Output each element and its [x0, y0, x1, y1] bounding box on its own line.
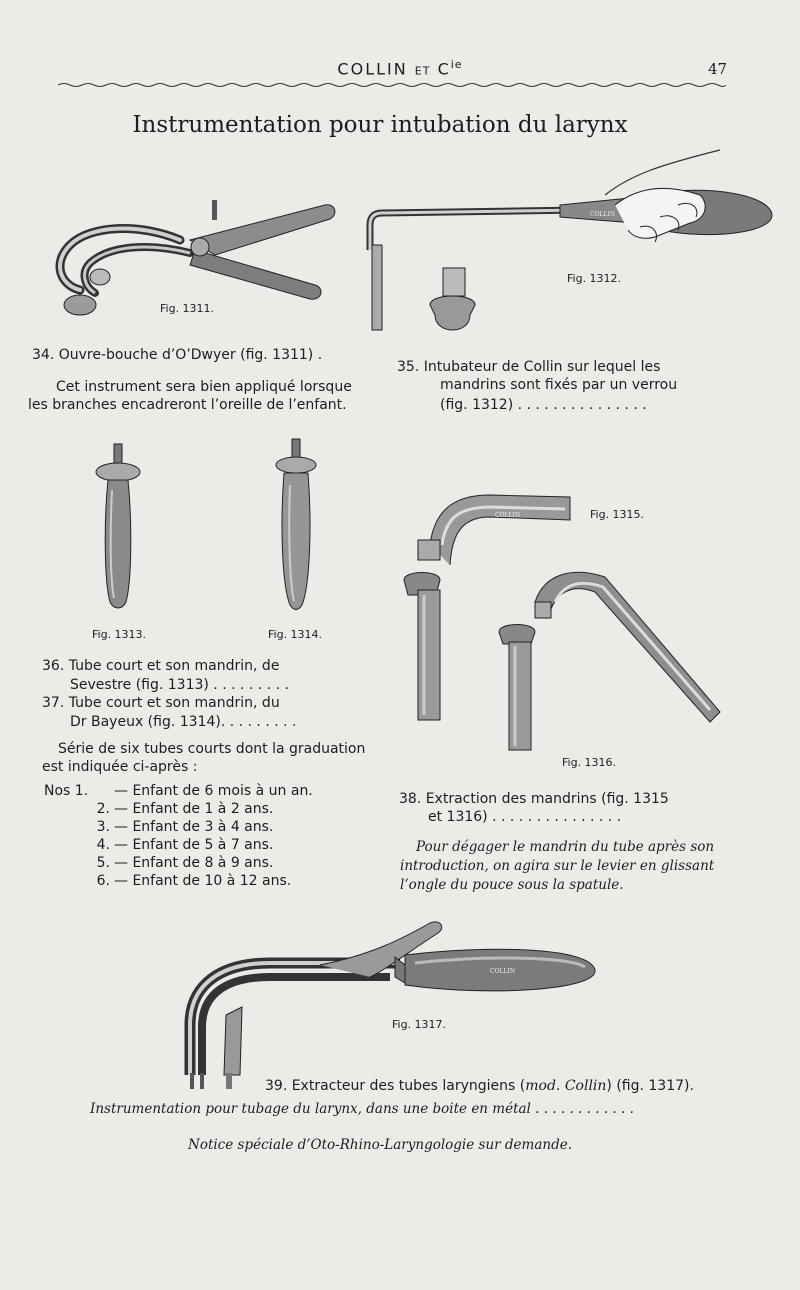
item-34: 34. Ouvre-bouche d’O’Dwyer (fig. 1311) .	[32, 347, 323, 363]
engraving-collin: COLLIN	[495, 512, 521, 519]
item-36-line-2: Sevestre (fig. 1313) . . . . . . . . .	[70, 677, 289, 693]
engraving-collin: COLLIN	[490, 968, 516, 975]
fig-1311-caption: Fig. 1311.	[160, 302, 215, 315]
list-item: 3. — Enfant de 3 à 4 ans.	[96, 819, 274, 835]
engraving-collin: COLLIN	[590, 211, 616, 218]
item-38-line-2: et 1316) . . . . . . . . . . . . . . .	[428, 809, 622, 825]
list-item: 5. — Enfant de 8 à 9 ans.	[96, 855, 274, 871]
engraving-collin: COLLIN	[673, 638, 696, 662]
box-line: Instrumentation pour tubage du larynx, dans une boite en métal . . . . . . . . . . . .	[90, 1101, 634, 1117]
item-34-desc-2: les branches encadreront l’oreille de l’enfant.	[28, 397, 347, 413]
fig-1314-caption: Fig. 1314.	[268, 628, 323, 641]
company-cie-sup: ie	[450, 58, 463, 71]
company-name: COLLIN	[337, 59, 408, 79]
item-36-line-1: 36. Tube court et son mandrin, de	[42, 658, 280, 674]
bayeux-tube-illustration	[268, 435, 328, 615]
item-38-note-2: introduction, on agira sur le levier en glissant	[400, 858, 715, 874]
tube-extractor-illustration	[170, 915, 600, 1095]
item-38-note-1: Pour dégager le mandrin du tube après son	[416, 839, 715, 855]
serie-line-1: Série de six tubes courts dont la graduation	[58, 741, 366, 757]
intubator-illustration	[360, 145, 780, 345]
company-et: ET	[414, 64, 431, 78]
serie-line-2: est indiquée ci-après :	[42, 759, 198, 775]
list-item: 4. — Enfant de 5 à 7 ans.	[96, 837, 274, 853]
item-34-desc-1: Cet instrument sera bien appliqué lorsque	[56, 379, 352, 395]
item-37-line-1: 37. Tube court et son mandrin, du	[42, 695, 280, 711]
running-header	[0, 58, 800, 78]
engraving-collin: COLLIN	[249, 285, 276, 299]
list-item: Nos 1. — Enfant de 6 mois à un an.	[44, 783, 313, 799]
sevestre-tube-illustration	[90, 440, 150, 615]
page-title: Instrumentation pour intubation du larynx	[132, 112, 628, 138]
list-item: 2. — Enfant de 1 à 2 ans.	[96, 801, 274, 817]
item-35-line-1: 35. Intubateur de Collin sur lequel les	[397, 359, 661, 375]
fig-1315-caption: Fig. 1315.	[590, 508, 645, 521]
item-39: 39. Extracteur des tubes laryngiens (mod. Collin) (fig. 1317).	[265, 1078, 694, 1094]
item-35-line-3: (fig. 1312) . . . . . . . . . . . . . . .	[440, 397, 647, 413]
item-38-line-1: 38. Extraction des mandrins (fig. 1315	[399, 791, 669, 807]
item-35-line-2: mandrins sont fixés par un verrou	[440, 377, 678, 393]
item-38-note-3: l’ongle du pouce sous la spatule.	[400, 877, 624, 893]
list-item: 6. — Enfant de 10 à 12 ans.	[96, 873, 292, 889]
tube-size-list	[44, 782, 364, 890]
mandrel-extractor-1316-illustration	[495, 562, 735, 752]
fig-1313-caption: Fig. 1313.	[92, 628, 147, 641]
header-rule	[58, 82, 726, 88]
fig-1312-caption: Fig. 1312.	[567, 272, 622, 285]
item-37-line-2: Dr Bayeux (fig. 1314). . . . . . . . .	[70, 714, 297, 730]
page-number: 47	[708, 60, 728, 78]
company-cie: C	[437, 59, 451, 79]
fig-1317-caption: Fig. 1317.	[392, 1018, 447, 1031]
fig-1316-caption: Fig. 1316.	[562, 756, 617, 769]
notice-line: Notice spéciale d’Oto-Rhino-Laryngologie sur demande.	[188, 1137, 572, 1153]
